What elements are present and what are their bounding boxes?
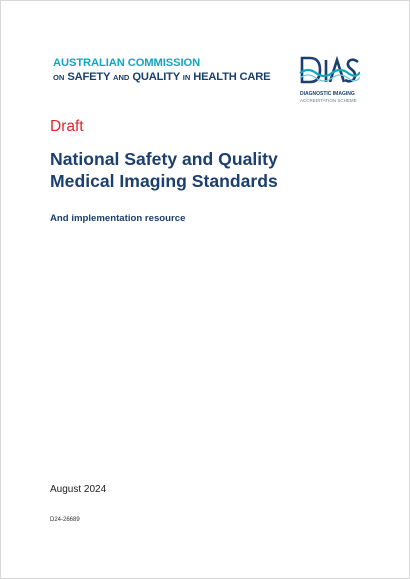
document-title-line2: Medical Imaging Standards — [50, 171, 278, 191]
acsqhc-logo — [53, 57, 273, 91]
document-title-line1: National Safety and Quality — [50, 149, 278, 169]
acsqhc-logo-quality: QUALITY — [132, 71, 180, 83]
document-subtitle: And implementation resource — [50, 213, 186, 224]
dias-logo-subtitle-line1: DIAGNOSTIC IMAGING — [300, 91, 355, 97]
acsqhc-logo-health-care: HEALTH CARE — [193, 71, 271, 83]
acsqhc-logo-line2 — [53, 71, 270, 83]
acsqhc-logo-in: IN — [182, 73, 191, 82]
acsqhc-logo-line1: AUSTRALIAN COMMISSION — [53, 57, 201, 69]
acsqhc-logo-on: ON — [53, 73, 65, 82]
publication-date: August 2024 — [50, 484, 107, 495]
document-reference: D24-26689 — [50, 517, 80, 523]
acsqhc-logo-safety: SAFETY — [67, 71, 111, 83]
document-title — [50, 148, 370, 192]
draft-label: Draft — [50, 118, 84, 135]
dias-logo-mark-icon — [298, 52, 360, 90]
acsqhc-logo-and: AND — [112, 73, 130, 82]
dias-logo-subtitle-line2: ACCREDITATION SCHEME — [300, 98, 357, 103]
dias-logo — [296, 52, 362, 110]
